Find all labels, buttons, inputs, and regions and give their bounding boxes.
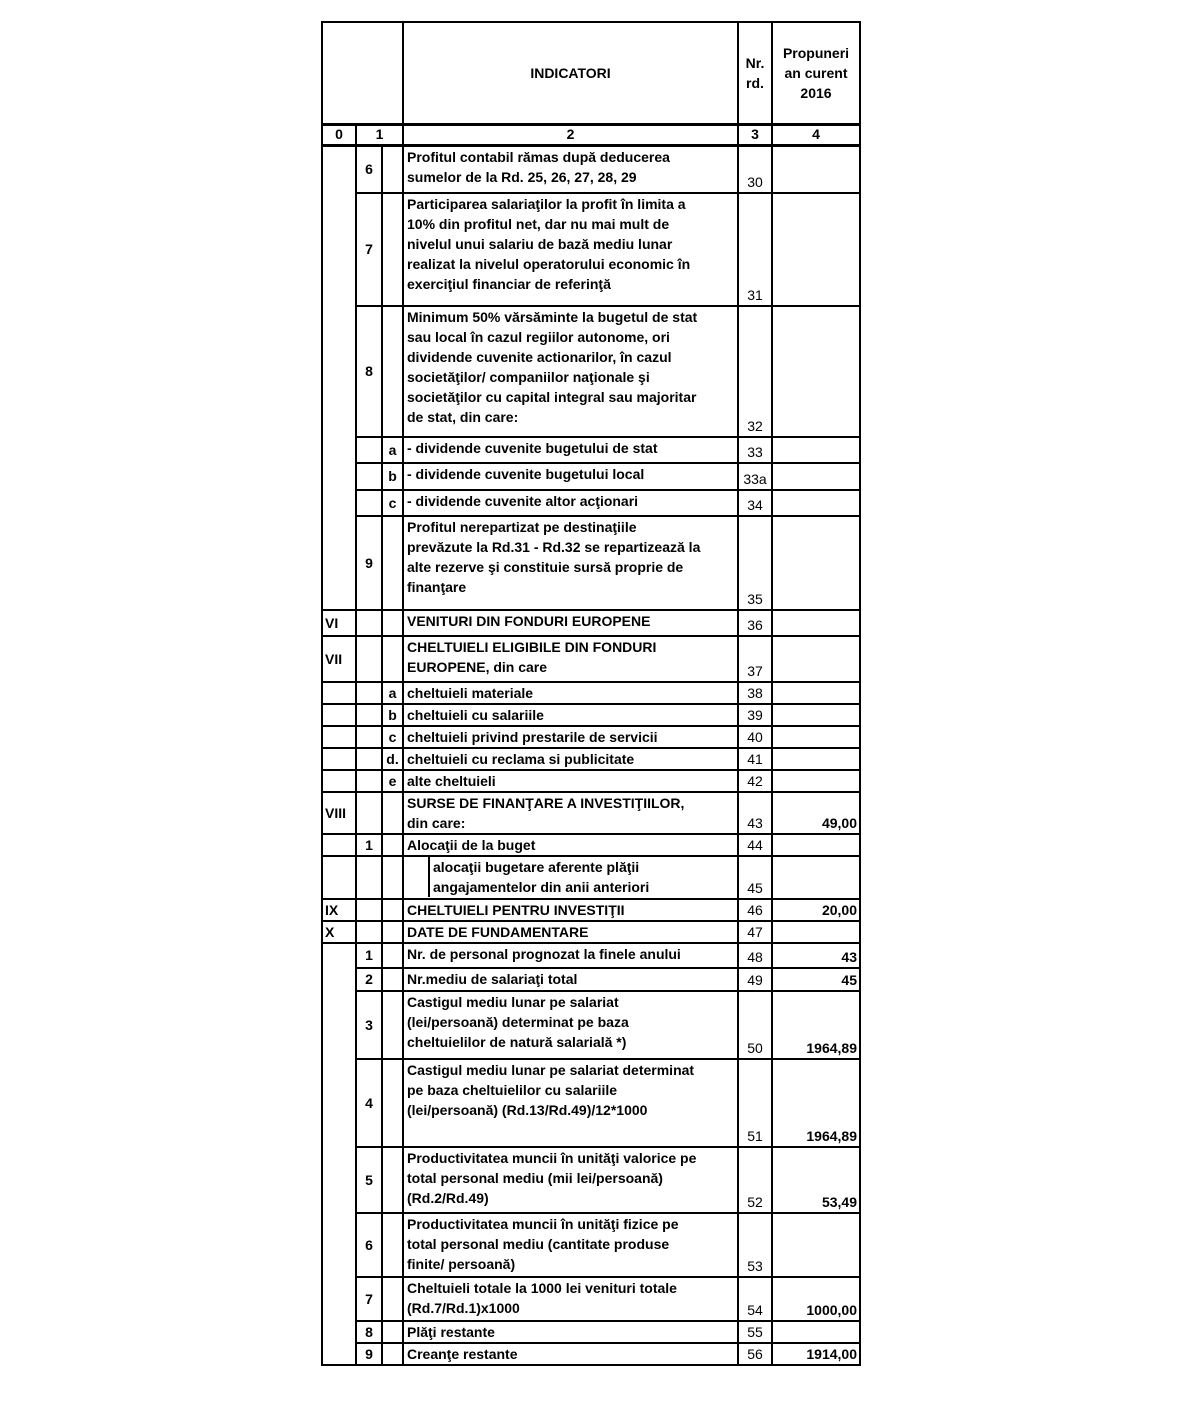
header-row-no: Nr. rd. bbox=[738, 22, 772, 125]
row-number: 39 bbox=[738, 704, 772, 726]
item-letter: a bbox=[382, 437, 403, 463]
item-letter bbox=[382, 1059, 403, 1147]
row-number: 33 bbox=[738, 437, 772, 463]
item-letter bbox=[382, 193, 403, 306]
table-row bbox=[322, 636, 860, 682]
section-number bbox=[322, 704, 356, 726]
indicator-description: - dividende cuvenite altor acţionari bbox=[403, 490, 738, 516]
item-number bbox=[356, 490, 382, 516]
item-letter: b bbox=[382, 704, 403, 726]
section-number: VII bbox=[322, 636, 356, 682]
row-number: 50 bbox=[738, 991, 772, 1059]
row-number: 35 bbox=[738, 516, 772, 610]
indicator-description: - dividende cuvenite bugetului de stat bbox=[403, 437, 738, 463]
section-number bbox=[322, 748, 356, 770]
table-row bbox=[322, 899, 860, 921]
item-number: 8 bbox=[356, 306, 382, 437]
table-row bbox=[322, 792, 860, 834]
col-index-3: 3 bbox=[738, 125, 772, 146]
table-row bbox=[322, 770, 860, 792]
indicator-description: CHELTUIELI ELIGIBILE DIN FONDURI EUROPENE, din care bbox=[403, 636, 738, 682]
indicator-description: Profitul nerepartizat pe destinaţiile prevăzute la Rd.31 - Rd.32 se repartizează la alte rezerve şi constituie sursă proprie de finanţare bbox=[403, 516, 738, 610]
indicator-description: cheltuieli cu reclama si publicitate bbox=[403, 748, 738, 770]
row-number: 36 bbox=[738, 610, 772, 636]
proposal-value bbox=[772, 770, 860, 792]
item-letter bbox=[382, 991, 403, 1059]
proposal-value bbox=[772, 437, 860, 463]
item-number bbox=[356, 636, 382, 682]
section-number bbox=[322, 770, 356, 792]
indicator-description: cheltuieli privind prestarile de servicii bbox=[403, 726, 738, 748]
row-number: 55 bbox=[738, 1321, 772, 1343]
indicator-description: Castigul mediu lunar pe salariat (lei/persoană) determinat pe baza cheltuielilor de natură salarială *) bbox=[403, 991, 738, 1059]
item-number bbox=[356, 856, 382, 899]
item-number bbox=[356, 921, 382, 943]
indicator-description: Cheltuieli totale la 1000 lei venituri totale (Rd.7/Rd.1)x1000 bbox=[403, 1277, 738, 1321]
item-number: 1 bbox=[356, 943, 382, 968]
indicator-description: Alocaţii de la buget bbox=[403, 834, 738, 856]
item-number bbox=[356, 748, 382, 770]
item-number bbox=[356, 682, 382, 704]
table-row bbox=[322, 1147, 860, 1213]
item-number: 7 bbox=[356, 193, 382, 306]
item-letter bbox=[382, 834, 403, 856]
item-letter bbox=[382, 610, 403, 636]
proposal-value bbox=[772, 834, 860, 856]
item-number: 6 bbox=[356, 1213, 382, 1277]
table-row bbox=[322, 991, 860, 1059]
row-number: 44 bbox=[738, 834, 772, 856]
proposal-value: 43 bbox=[772, 943, 860, 968]
proposal-value: 53,49 bbox=[772, 1147, 860, 1213]
table-row bbox=[322, 943, 860, 968]
row-number: 38 bbox=[738, 682, 772, 704]
proposal-value bbox=[772, 682, 860, 704]
item-letter bbox=[382, 1213, 403, 1277]
indicator-description: Plăţi restante bbox=[403, 1321, 738, 1343]
item-letter bbox=[382, 943, 403, 968]
indicator-description: Nr. de personal prognozat la finele anului bbox=[403, 943, 738, 968]
indicator-description: cheltuieli materiale bbox=[403, 682, 738, 704]
item-letter bbox=[382, 146, 403, 193]
item-number bbox=[356, 704, 382, 726]
item-letter bbox=[382, 899, 403, 921]
section-number bbox=[322, 834, 356, 856]
col-index-2: 2 bbox=[403, 125, 738, 146]
indicator-description: Productivitatea muncii în unităţi valorice pe total personal mediu (mii lei/persoană) (Rd.2/Rd.49) bbox=[403, 1147, 738, 1213]
proposal-value bbox=[772, 516, 860, 610]
proposal-value bbox=[772, 726, 860, 748]
indicator-description bbox=[403, 856, 738, 899]
item-number: 8 bbox=[356, 1321, 382, 1343]
indicators-table bbox=[321, 21, 861, 1366]
proposal-value bbox=[772, 193, 860, 306]
item-number: 3 bbox=[356, 991, 382, 1059]
proposal-value: 49,00 bbox=[772, 792, 860, 834]
table-row bbox=[322, 146, 860, 193]
header-proposals: Propuneri an curent 2016 bbox=[772, 22, 860, 125]
proposal-value: 45 bbox=[772, 968, 860, 991]
item-number: 7 bbox=[356, 1277, 382, 1321]
item-number bbox=[356, 437, 382, 463]
item-number: 9 bbox=[356, 516, 382, 610]
row-number: 43 bbox=[738, 792, 772, 834]
table-row bbox=[322, 726, 860, 748]
proposal-value: 1000,00 bbox=[772, 1277, 860, 1321]
item-letter bbox=[382, 1343, 403, 1365]
row-number: 54 bbox=[738, 1277, 772, 1321]
item-number: 6 bbox=[356, 146, 382, 193]
header-blank bbox=[322, 22, 403, 125]
table-row bbox=[322, 1059, 860, 1147]
table-row bbox=[322, 437, 860, 463]
indicator-description: Creanţe restante bbox=[403, 1343, 738, 1365]
indicator-description: Minimum 50% vărsăminte la bugetul de stat sau local în cazul regiilor autonome, ori dividende cuvenite actionarilor, în cazul societăţilor/ companiilor naţionale şi societăţilor cu capital integral sau majoritar de stat, din care: bbox=[403, 306, 738, 437]
item-letter bbox=[382, 856, 403, 899]
table-row bbox=[322, 1277, 860, 1321]
item-letter bbox=[382, 792, 403, 834]
indicator-description: DATE DE FUNDAMENTARE bbox=[403, 921, 738, 943]
section-number bbox=[322, 726, 356, 748]
proposal-value bbox=[772, 610, 860, 636]
row-number: 51 bbox=[738, 1059, 772, 1147]
indicator-description: Profitul contabil rămas după deducerea sumelor de la Rd. 25, 26, 27, 28, 29 bbox=[403, 146, 738, 193]
proposal-value bbox=[772, 490, 860, 516]
indicator-description: alte cheltuieli bbox=[403, 770, 738, 792]
proposal-value bbox=[772, 306, 860, 437]
sub-indicator-description: alocaţii bugetare aferente plăţii angajamentelor din anii anteriori bbox=[428, 857, 737, 897]
row-number: 48 bbox=[738, 943, 772, 968]
item-letter bbox=[382, 636, 403, 682]
item-letter bbox=[382, 921, 403, 943]
indicator-description: cheltuieli cu salariile bbox=[403, 704, 738, 726]
column-index-row bbox=[322, 125, 860, 146]
item-letter bbox=[382, 306, 403, 437]
col-index-1: 1 bbox=[356, 125, 403, 146]
item-letter bbox=[382, 516, 403, 610]
indicator-description: CHELTUIELI PENTRU INVESTIŢII bbox=[403, 899, 738, 921]
item-letter: a bbox=[382, 682, 403, 704]
row-number: 52 bbox=[738, 1147, 772, 1213]
table-row bbox=[322, 463, 860, 490]
table-row bbox=[322, 1321, 860, 1343]
item-letter: b bbox=[382, 463, 403, 490]
table-row bbox=[322, 968, 860, 991]
item-number bbox=[356, 726, 382, 748]
section-number bbox=[322, 682, 356, 704]
header-row bbox=[322, 22, 860, 125]
table-row bbox=[322, 193, 860, 306]
section-number bbox=[322, 856, 356, 899]
item-number bbox=[356, 610, 382, 636]
indicator-description: Castigul mediu lunar pe salariat determinat pe baza cheltuielilor cu salariile (lei/persoană) (Rd.13/Rd.49)/12*1000 bbox=[403, 1059, 738, 1147]
indicator-description: SURSE DE FINANŢARE A INVESTIŢIILOR, din care: bbox=[403, 792, 738, 834]
proposal-value bbox=[772, 856, 860, 899]
proposal-value: 1964,89 bbox=[772, 1059, 860, 1147]
proposal-value: 1964,89 bbox=[772, 991, 860, 1059]
indicator-description: Participarea salariaţilor la profit în limita a 10% din profitul net, dar nu mai mult de nivelul unui salariu de bază mediu lunar realizat la nivelul operatorului economic în exerciţiul financiar de referinţă bbox=[403, 193, 738, 306]
row-number: 56 bbox=[738, 1343, 772, 1365]
item-letter: c bbox=[382, 726, 403, 748]
item-letter bbox=[382, 968, 403, 991]
item-number: 2 bbox=[356, 968, 382, 991]
row-number: 32 bbox=[738, 306, 772, 437]
row-number: 53 bbox=[738, 1213, 772, 1277]
item-number bbox=[356, 792, 382, 834]
table-row bbox=[322, 610, 860, 636]
table-row bbox=[322, 1343, 860, 1365]
proposal-value bbox=[772, 1213, 860, 1277]
item-number: 5 bbox=[356, 1147, 382, 1213]
table-row bbox=[322, 516, 860, 610]
section-number: IX bbox=[322, 899, 356, 921]
section-number: VI bbox=[322, 610, 356, 636]
table-row bbox=[322, 490, 860, 516]
header-indicators: INDICATORI bbox=[403, 22, 738, 125]
item-number: 9 bbox=[356, 1343, 382, 1365]
proposal-value bbox=[772, 636, 860, 682]
item-letter bbox=[382, 1321, 403, 1343]
col-index-4: 4 bbox=[772, 125, 860, 146]
table-row bbox=[322, 1213, 860, 1277]
proposal-value: 20,00 bbox=[772, 899, 860, 921]
row-number: 45 bbox=[738, 856, 772, 899]
item-number bbox=[356, 770, 382, 792]
item-number: 4 bbox=[356, 1059, 382, 1147]
row-number: 49 bbox=[738, 968, 772, 991]
section-number bbox=[322, 943, 356, 1365]
table-row bbox=[322, 682, 860, 704]
indicator-description: - dividende cuvenite bugetului local bbox=[403, 463, 738, 490]
item-letter: c bbox=[382, 490, 403, 516]
item-letter: d. bbox=[382, 748, 403, 770]
item-number bbox=[356, 463, 382, 490]
proposal-value: 1914,00 bbox=[772, 1343, 860, 1365]
indicator-description: Nr.mediu de salariaţi total bbox=[403, 968, 738, 991]
col-index-0: 0 bbox=[322, 125, 356, 146]
item-number bbox=[356, 899, 382, 921]
proposal-value bbox=[772, 921, 860, 943]
item-letter: e bbox=[382, 770, 403, 792]
table-row bbox=[322, 748, 860, 770]
proposal-value bbox=[772, 748, 860, 770]
row-number: 47 bbox=[738, 921, 772, 943]
row-number: 41 bbox=[738, 748, 772, 770]
proposal-value bbox=[772, 146, 860, 193]
row-number: 33a bbox=[738, 463, 772, 490]
section-number bbox=[322, 146, 356, 610]
row-number: 34 bbox=[738, 490, 772, 516]
table-row bbox=[322, 834, 860, 856]
table-row bbox=[322, 704, 860, 726]
item-number: 1 bbox=[356, 834, 382, 856]
row-number: 31 bbox=[738, 193, 772, 306]
row-number: 46 bbox=[738, 899, 772, 921]
table-row bbox=[322, 921, 860, 943]
item-letter bbox=[382, 1277, 403, 1321]
row-number: 42 bbox=[738, 770, 772, 792]
row-number: 40 bbox=[738, 726, 772, 748]
proposal-value bbox=[772, 463, 860, 490]
indicator-description: VENITURI DIN FONDURI EUROPENE bbox=[403, 610, 738, 636]
section-number: VIII bbox=[322, 792, 356, 834]
proposal-value bbox=[772, 704, 860, 726]
row-number: 30 bbox=[738, 146, 772, 193]
item-letter bbox=[382, 1147, 403, 1213]
row-number: 37 bbox=[738, 636, 772, 682]
table-row bbox=[322, 856, 860, 899]
section-number: X bbox=[322, 921, 356, 943]
proposal-value bbox=[772, 1321, 860, 1343]
indicator-description: Productivitatea muncii în unităţi fizice pe total personal mediu (cantitate produse finite/ persoană) bbox=[403, 1213, 738, 1277]
table-row bbox=[322, 306, 860, 437]
